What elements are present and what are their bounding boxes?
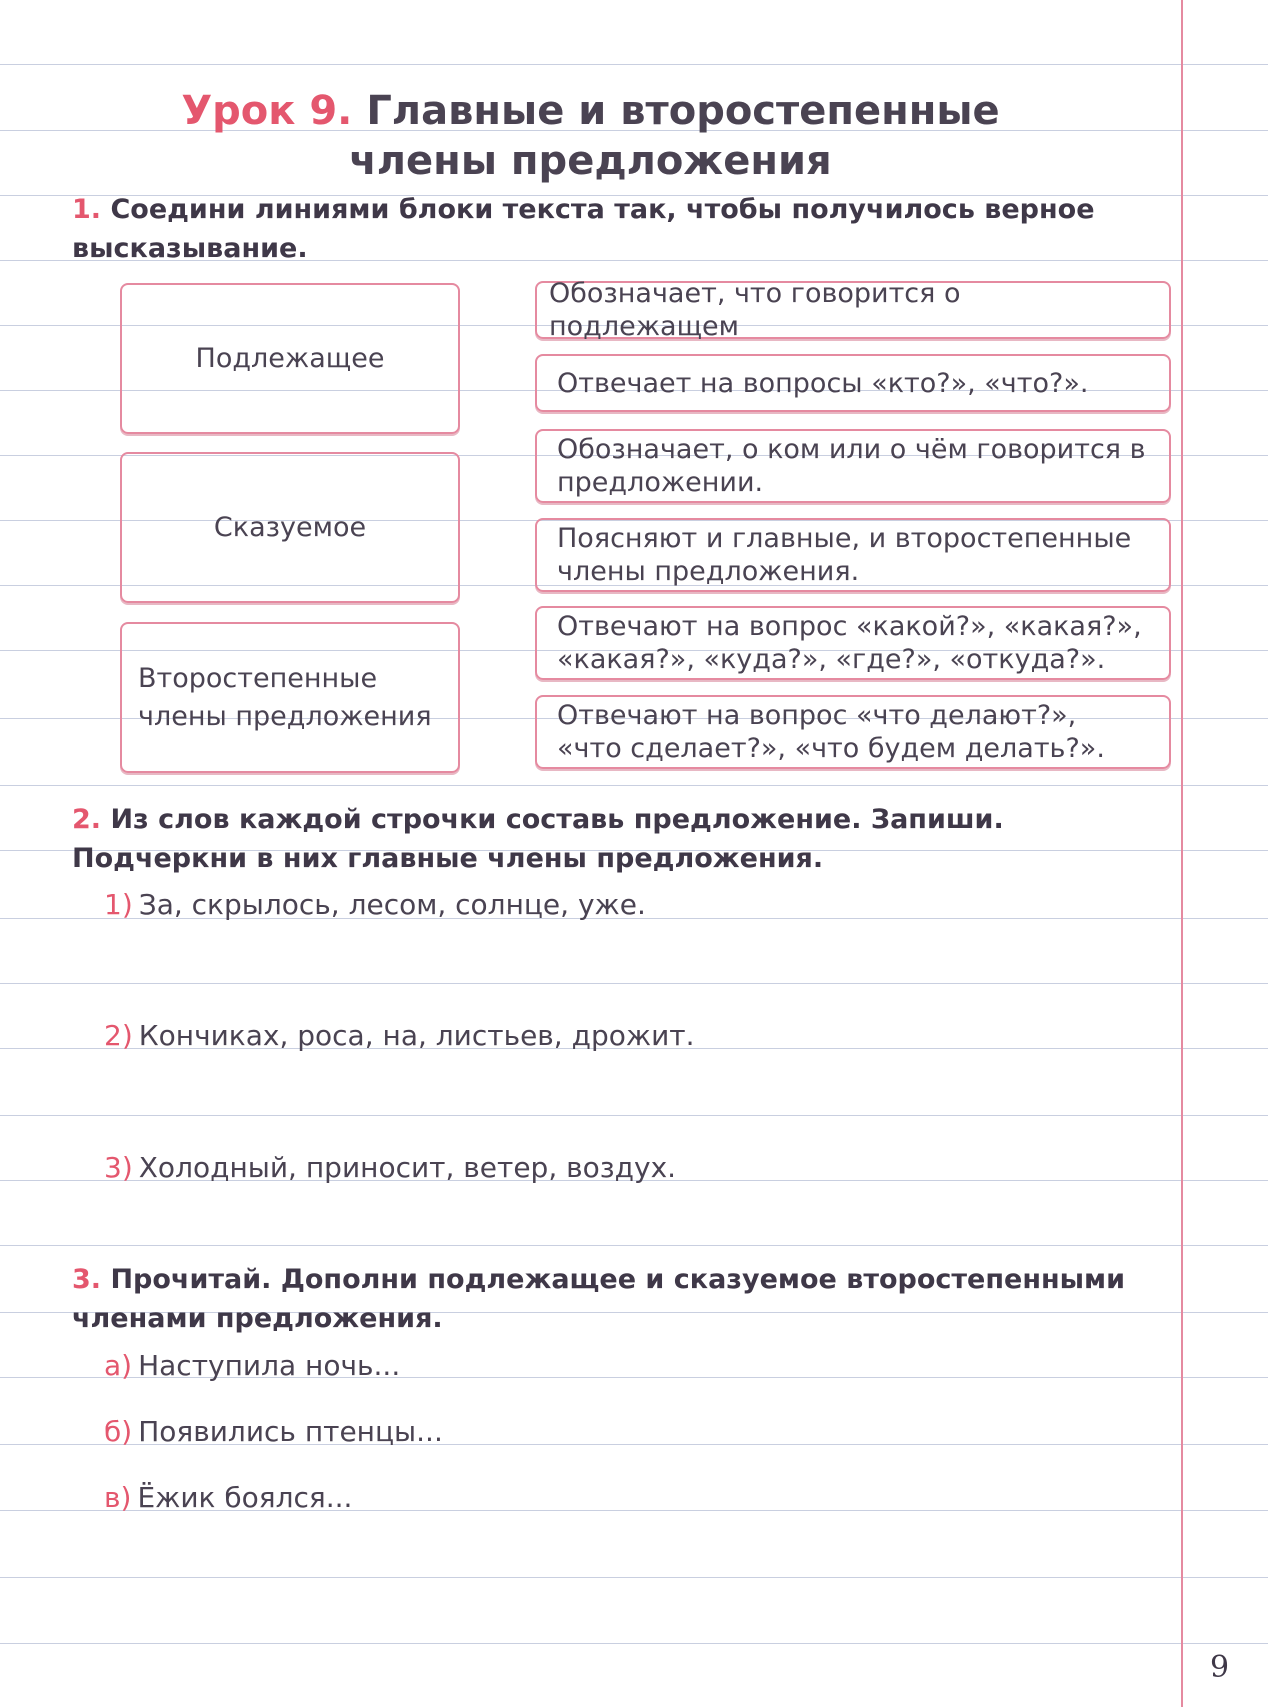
task-number: 3. — [72, 1264, 102, 1295]
task-2-item — [104, 887, 646, 923]
right-block-text: Поясняют и главные, и второстепенные члены предложения. — [557, 523, 1132, 587]
right-block[interactable] — [535, 278, 1171, 342]
task-text: Из слов каждой строчки составь предложение. Запиши. Подчеркни в них главные члены предложения. — [72, 804, 1004, 874]
right-block[interactable] — [535, 695, 1171, 769]
right-block-text: Обозначает, о ком или о чём говорится в предложении. — [557, 434, 1146, 498]
task-1-instruction — [72, 190, 1132, 268]
item-label: 2) — [104, 1019, 133, 1052]
task-text: Соедини линиями блоки текста так, чтобы получилось верное высказывание. — [72, 194, 1095, 264]
task-2-instruction — [72, 800, 1132, 878]
item-text: За, скрылось, лесом, солнце, уже. — [138, 888, 646, 921]
title-text-1: Главные и второстепенные — [366, 88, 1000, 134]
right-block[interactable] — [535, 354, 1171, 412]
task-3-instruction — [72, 1260, 1132, 1338]
page-title — [0, 86, 1181, 186]
right-block[interactable] — [535, 518, 1171, 592]
item-text: Ёжик боялся... — [137, 1481, 353, 1514]
title-line-1 — [0, 86, 1181, 136]
title-text-2: члены предложения — [349, 138, 832, 184]
left-block-secondary-members[interactable] — [120, 622, 460, 773]
lesson-number: Урок 9. — [181, 88, 353, 134]
right-block-text: Отвечают на вопрос «какой?», «какая?», «какая?», «куда?», «где?», «откуда?». — [557, 611, 1142, 675]
right-block[interactable] — [535, 429, 1171, 503]
item-label: 1) — [104, 888, 133, 921]
item-label: а) — [104, 1349, 133, 1382]
left-block-label: Второстепенные члены предложения — [138, 662, 432, 732]
left-block-label: Сказуемое — [213, 512, 367, 543]
ruled-line — [0, 1245, 1268, 1246]
item-text: Холодный, приносит, ветер, воздух. — [138, 1151, 677, 1184]
task-number: 1. — [72, 194, 102, 225]
task-3-item — [104, 1480, 352, 1516]
item-label: б) — [104, 1415, 133, 1448]
item-text: Кончиках, роса, на, листьев, дрожит. — [138, 1019, 695, 1052]
item-label: 3) — [104, 1151, 133, 1184]
right-block-text: Отвечают на вопрос «что делают?», «что сделает?», «что будем делать?». — [557, 700, 1105, 764]
item-label: в) — [104, 1481, 132, 1514]
task-3-item — [104, 1414, 443, 1450]
left-block-label: Подлежащее — [195, 343, 385, 374]
ruled-line — [0, 64, 1268, 65]
ruled-line — [0, 1643, 1268, 1644]
left-block-subject[interactable] — [120, 283, 460, 434]
item-text: Наступила ночь... — [138, 1349, 401, 1382]
item-text: Появились птенцы... — [138, 1415, 443, 1448]
left-block-predicate[interactable] — [120, 452, 460, 603]
right-block[interactable] — [535, 606, 1171, 680]
task-number: 2. — [72, 804, 102, 835]
margin-line — [1181, 0, 1183, 1707]
task-2-item — [104, 1018, 695, 1054]
right-block-text: Отвечает на вопросы «кто?», «что?». — [557, 367, 1089, 399]
page-number: 9 — [1210, 1650, 1230, 1685]
ruled-line — [0, 785, 1268, 786]
ruled-line — [0, 1577, 1268, 1578]
ruled-line — [0, 983, 1268, 984]
right-block-text: Обозначает, что говорится о подлежащем — [549, 278, 961, 342]
ruled-line — [0, 1115, 1268, 1116]
task-text: Прочитай. Дополни подлежащее и сказуемое второстепенными членами предложения. — [72, 1264, 1126, 1334]
task-2-item — [104, 1150, 676, 1186]
task-3-item — [104, 1348, 400, 1384]
